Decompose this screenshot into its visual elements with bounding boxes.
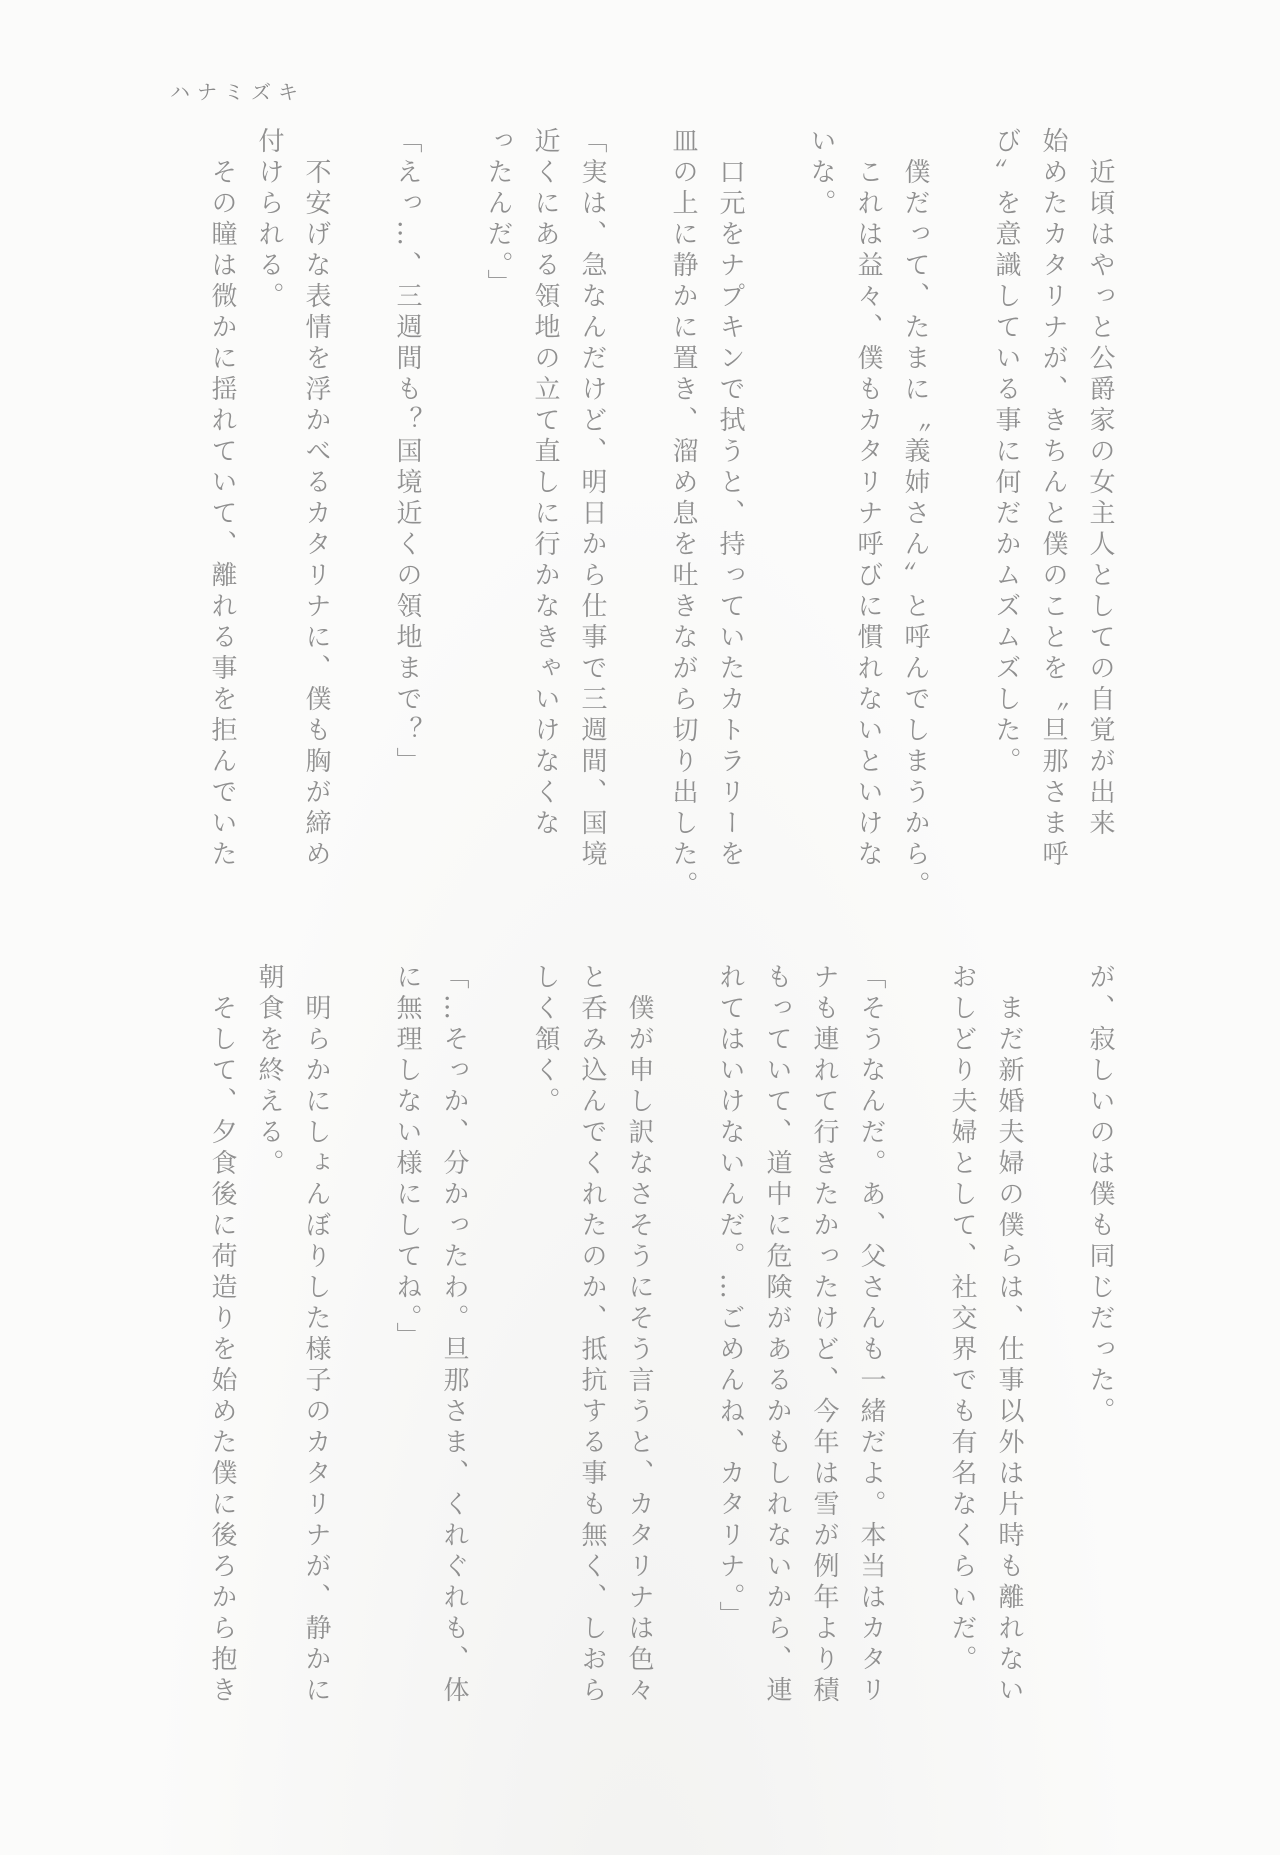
paragraph-cluster [198, 127, 339, 879]
text-column: が、寂しいのは僕も同じだった。 [1085, 963, 1115, 1428]
paragraph [797, 127, 891, 879]
text-column: そして、夕食後に荷造りを始めた僕に後ろから抱き [207, 994, 237, 1707]
paragraph-cluster [383, 127, 430, 879]
text-column: 近頃はやっと公爵家の女主人としての自覚が出来 [1085, 158, 1115, 840]
text-column: ったんだ。」 [483, 127, 513, 300]
text-column: しく頷く。 [530, 963, 560, 1118]
text-column: 僕が申し訳なさそうにそう言うと、カタリナは色々 [624, 994, 654, 1707]
text-column: これは益々、僕もカタリナ呼びに慣れないといけな [853, 158, 883, 871]
text-column: ナも連れて行きたかったけど、今年は雪が例年より積 [809, 963, 839, 1707]
paragraph [891, 127, 938, 902]
paragraph [938, 963, 1032, 1715]
paragraph-cluster [1076, 963, 1123, 1715]
paragraph-cluster [706, 963, 894, 1715]
text-column: 「…そっか、分かったわ。旦那さま、くれぐれも、体 [439, 963, 469, 1707]
text-column: 明らかにしょんぼりした様子のカタリナが、静かに [301, 994, 331, 1707]
paragraph [706, 963, 894, 1715]
paragraph-cluster [659, 127, 753, 902]
text-column: 「えっ…、三週間も？国境近くの領地まで？」 [392, 127, 422, 778]
text-column: 皿の上に静かに置き、溜め息を吐きながら切り出した。 [668, 127, 698, 902]
paragraph-cluster [198, 963, 339, 1715]
paragraph [982, 127, 1123, 879]
paragraph-cluster [797, 127, 938, 902]
text-column: おしどり夫婦として、社交界でも有名なくらいだ。 [947, 963, 977, 1676]
text-column: 始めたカタリナが、きちんと僕のことを〝旦那さま呼 [1038, 127, 1068, 871]
paragraph-cluster [521, 963, 662, 1715]
paragraph [659, 127, 753, 902]
paragraph [383, 963, 477, 1715]
text-column: 「実は、急なんだけど、明日から仕事で三週間、国境 [577, 127, 607, 871]
text-column: と呑み込んでくれたのか、抵抗する事も無く、しおら [577, 963, 607, 1707]
paragraph [383, 127, 430, 879]
text-column: 「そうなんだ。あ、父さんも一緒だよ。本当はカタリ [856, 963, 886, 1707]
text-column: 僕だって、たまに〝義姉さん〟と呼んでしまうから。 [900, 158, 930, 902]
paragraph-cluster [938, 963, 1032, 1715]
paragraph [198, 127, 245, 879]
paragraph [1076, 963, 1123, 1715]
paragraph-cluster [474, 127, 615, 879]
paragraph-cluster [383, 963, 477, 1715]
text-column: れてはいけないんだ。…ごめんね、カタリナ。」 [715, 963, 745, 1632]
top-text-block [198, 127, 1123, 902]
text-column: その瞳は微かに揺れていて、離れる事を拒んでいた [207, 158, 237, 871]
text-column: 朝食を終える。 [254, 963, 284, 1180]
paragraph-cluster [982, 127, 1123, 879]
text-column: に無理しない様にしてね。」 [392, 963, 422, 1353]
text-column: もっていて、道中に危険があるかもしれないから、連 [762, 963, 792, 1707]
text-column: 口元をナプキンで拭うと、持っていたカトラリーを [715, 158, 745, 871]
paragraph [474, 127, 615, 879]
paragraph [245, 127, 339, 879]
text-column: 付けられる。 [254, 127, 284, 313]
paragraph [245, 963, 339, 1715]
paragraph [521, 963, 662, 1715]
text-column: いな。 [806, 127, 836, 220]
text-column: び〟を意識している事に何だかムズムズした。 [991, 127, 1021, 778]
text-column: 不安げな表情を浮かべるカタリナに、僕も胸が締め [301, 158, 331, 871]
page-title: ハナミズキ [170, 80, 305, 104]
text-column: まだ新婚夫婦の僕らは、仕事以外は片時も離れない [994, 994, 1024, 1707]
bottom-text-block [198, 963, 1123, 1715]
text-column: 近くにある領地の立て直しに行かなきゃいけなくな [530, 127, 560, 840]
paragraph [198, 963, 245, 1715]
